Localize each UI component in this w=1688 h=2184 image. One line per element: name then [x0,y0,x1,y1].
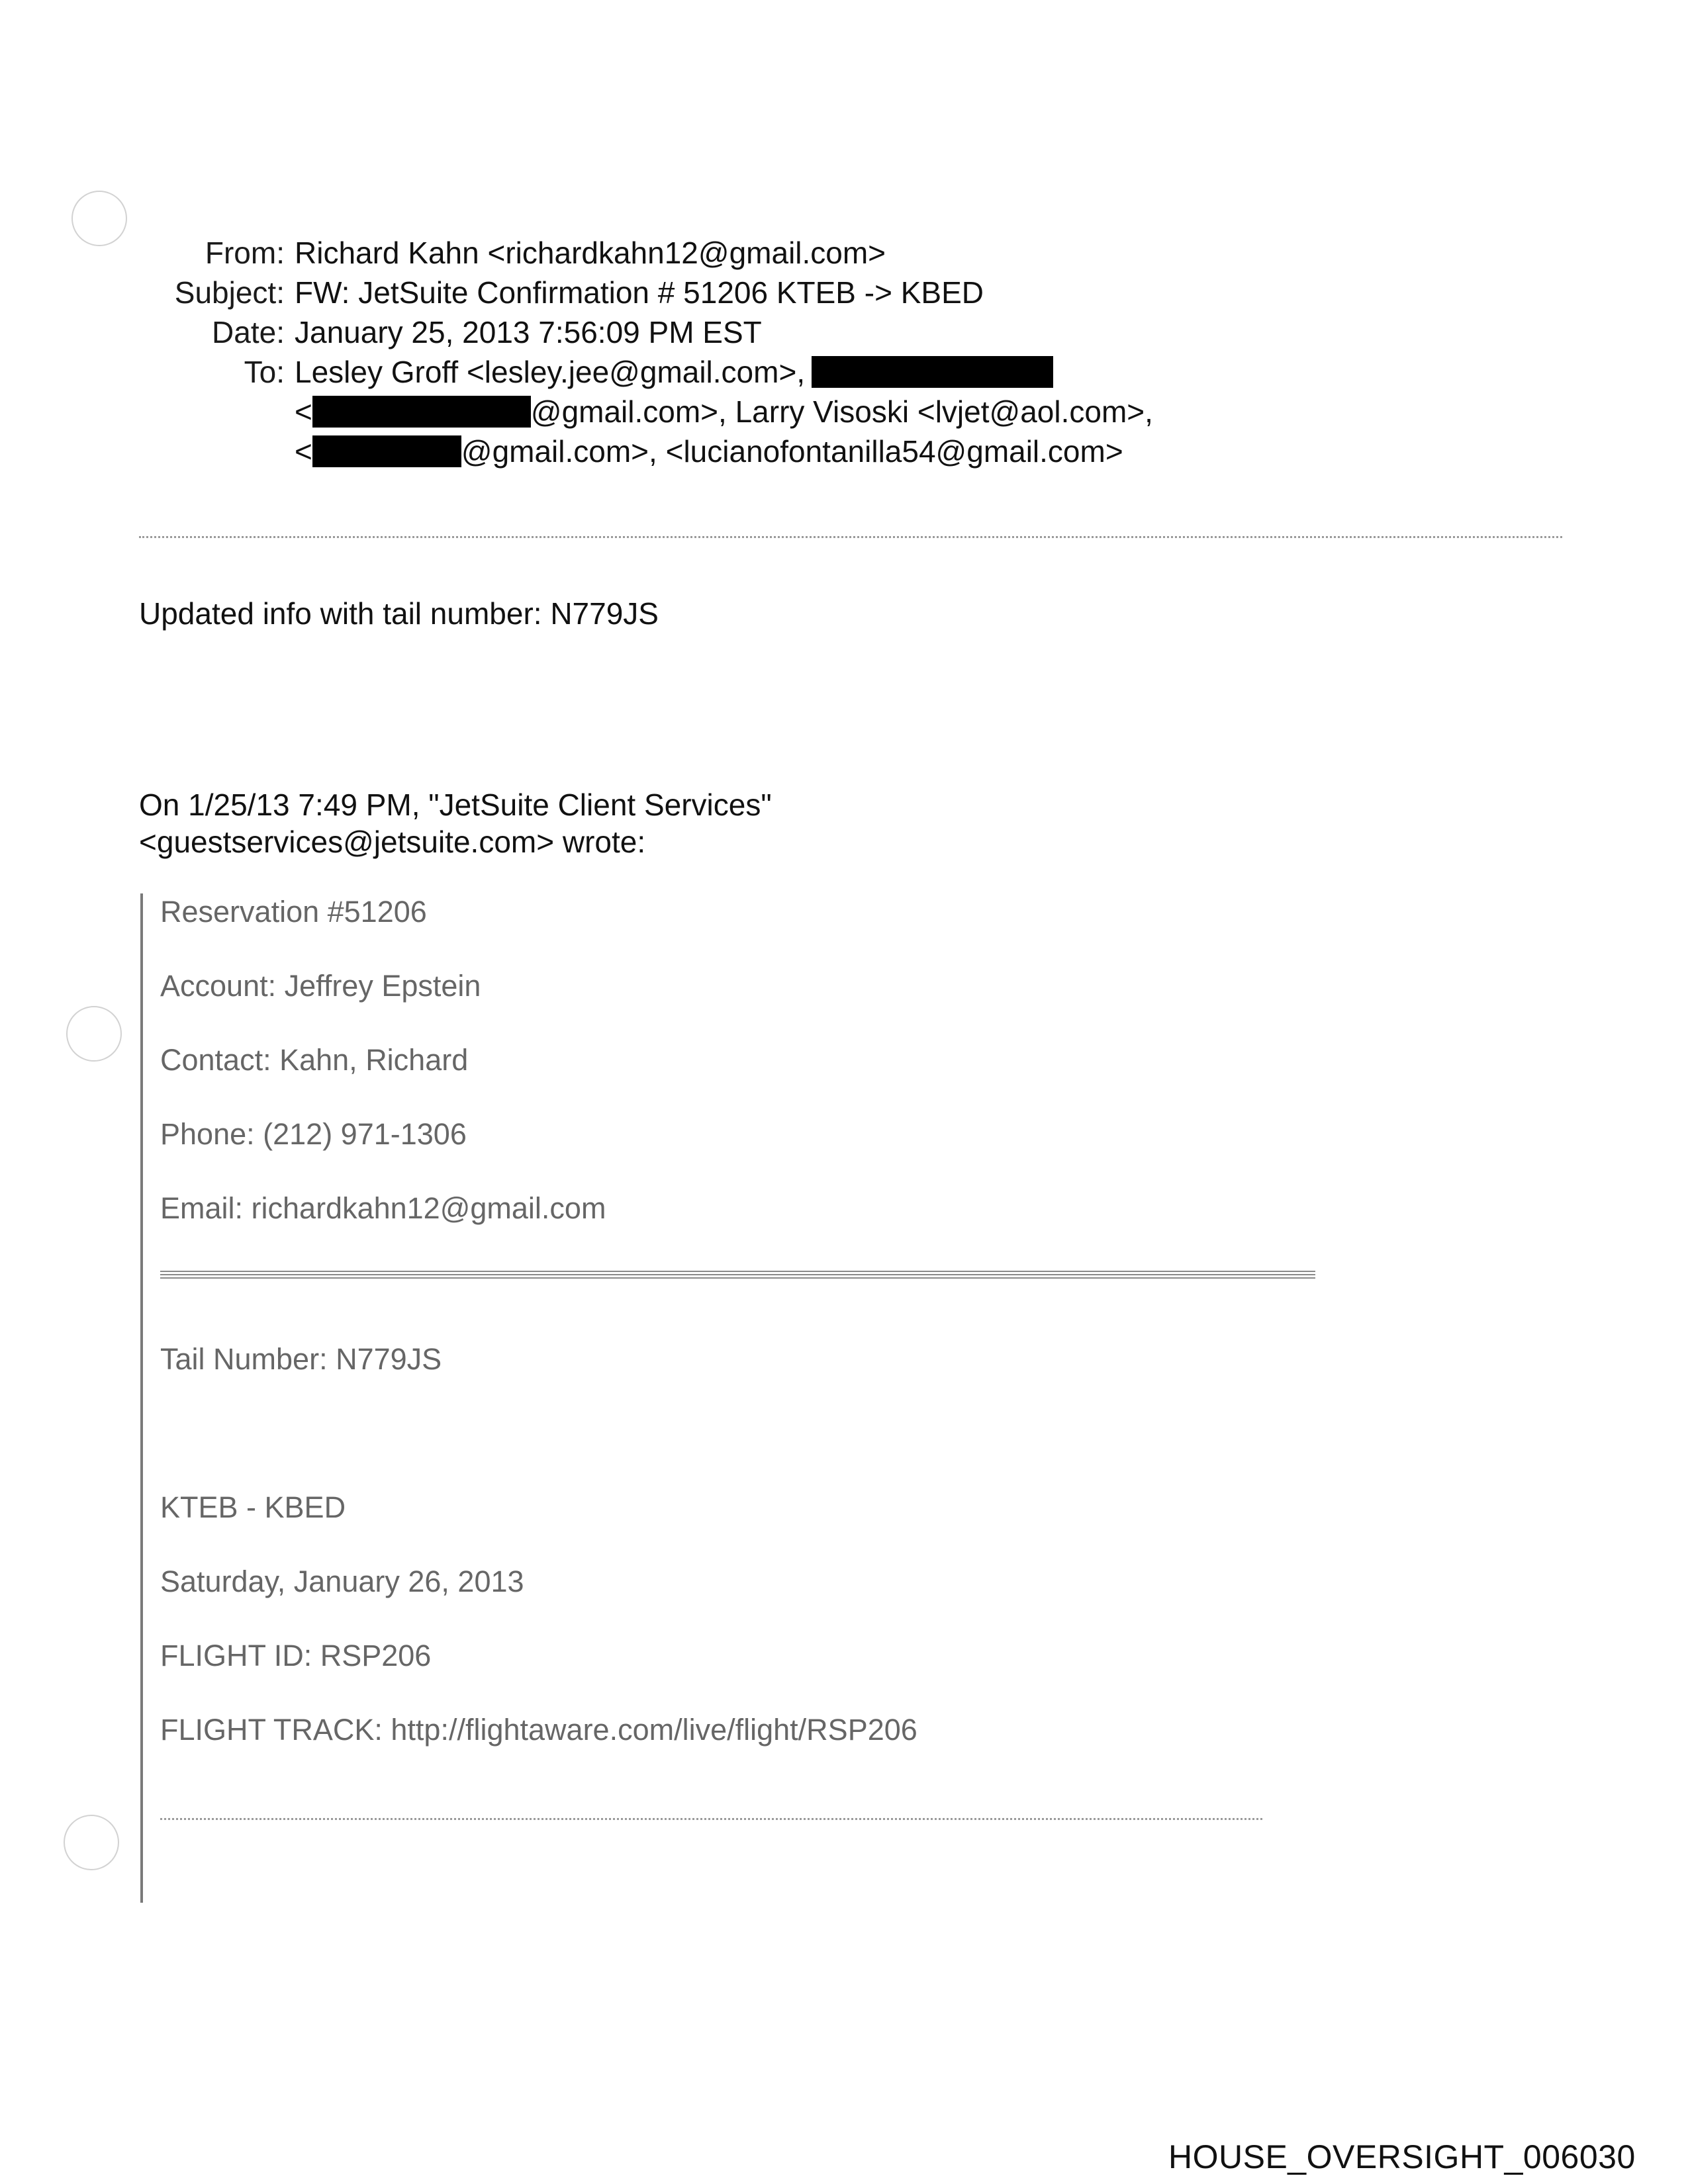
reply-attribution-line-1: On 1/25/13 7:49 PM, "JetSuite Client Services" [139,788,772,822]
to-line-3-text: @gmail.com>, <lucianofontanilla54@gmail.com> [461,434,1123,469]
to-line-3 [295,432,1585,471]
to-line-2-open: < [295,394,312,429]
subject-value: FW: JetSuite Confirmation # 51206 KTEB -> KBED [295,275,984,310]
redaction-block [312,435,461,467]
bates-number: HOUSE_OVERSIGHT_006030 [1168,2138,1636,2175]
flight-id-line: FLIGHT ID: RSP206 [160,1639,432,1672]
reply-attribution [139,786,772,860]
header-divider [139,536,1562,538]
redaction-block [312,396,531,428]
from-value: Richard Kahn <richardkahn12@gmail.com> [295,236,886,270]
to-line-1 [295,352,1585,392]
redaction-block [812,356,1053,388]
header-values [295,233,1585,471]
to-recipient-lesley: Lesley Groff <lesley.jee@gmail.com>, [295,355,806,389]
route-line: KTEB - KBED [160,1490,346,1524]
reservation-line: Reservation #51206 [160,895,427,929]
header-labels [119,233,285,392]
date-label: Date: [212,315,285,349]
email-line: Email: richardkahn12@gmail.com [160,1191,606,1225]
flight-track-line: FLIGHT TRACK: http://flightaware.com/live/flight/RSP206 [160,1713,917,1747]
separator-line [160,1271,1315,1280]
from-label: From: [205,236,285,270]
to-line-2-text: @gmail.com>, Larry Visoski <lvjet@aol.com>, [530,394,1153,429]
to-line-2 [295,392,1585,432]
phone-line: Phone: (212) 971-1306 [160,1117,467,1151]
to-label: To: [244,355,285,389]
account-line: Account: Jeffrey Epstein [160,969,481,1003]
to-line-3-open: < [295,434,312,469]
quote-bar [140,893,143,1903]
flight-date-line: Saturday, January 26, 2013 [160,1565,524,1598]
reply-attribution-line-2: <guestservices@jetsuite.com> wrote: [139,825,646,859]
contact-line: Contact: Kahn, Richard [160,1043,469,1077]
quoted-divider [160,1818,1262,1820]
subject-label: Subject: [174,275,285,310]
punch-hole-bottom [64,1815,119,1870]
updated-info-line: Updated info with tail number: N779JS [139,596,659,631]
tail-number-line: Tail Number: N779JS [160,1342,442,1376]
punch-hole-middle [66,1006,122,1062]
date-value: January 25, 2013 7:56:09 PM EST [295,315,762,349]
